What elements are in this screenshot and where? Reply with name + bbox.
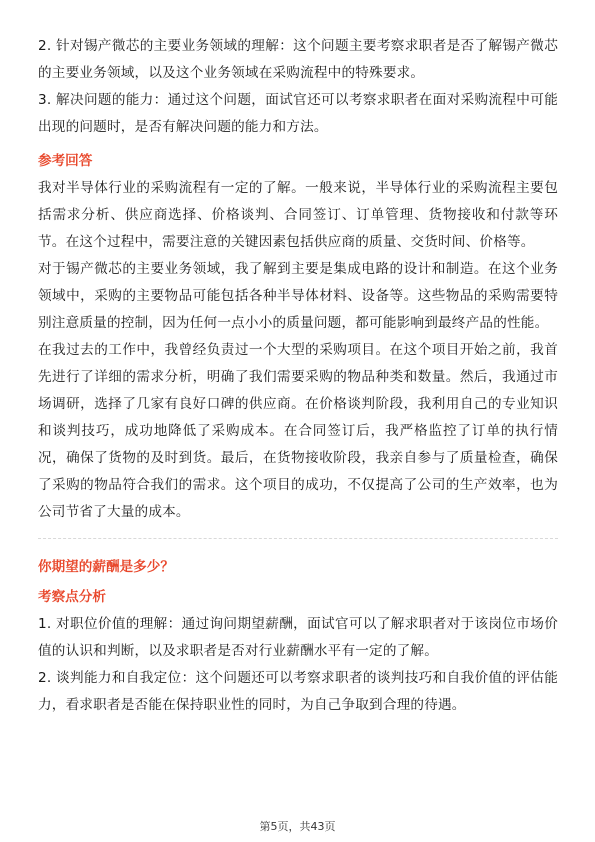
- analysis-point-1: 1. 对职位价值的理解：通过询问期望薪酬，面试官可以了解求职者对于该岗位市场价值的认识和判断，以及求职者是否对行业薪酬水平有一定的了解。: [38, 616, 558, 659]
- analysis-point-2: 2. 谈判能力和自我定位：这个问题还可以考察求职者的谈判技巧和自我价值的评估能力，看求职者是否能在保持职业性的同时，为自己争取到合理的待遇。: [38, 670, 558, 713]
- answer-heading: 参考回答: [38, 153, 93, 169]
- section-gap: [38, 526, 558, 538]
- point-2: 2. 针对锡产微芯的主要业务领域的理解：这个问题主要考察求职者是否了解锡产微芯的主要业务领域，以及这个业务领域在采购流程中的特殊要求。: [38, 38, 558, 81]
- answer-paragraph-1: 我对半导体行业的采购流程有一定的了解。一般来说，半导体行业的采购流程主要包括需求分析、供应商选择、价格谈判、合同签订、订单管理、货物接收和付款等环节。在这个过程中，需要注意的关键因素包括供应商的质量、交货时间、价格等。: [38, 180, 558, 250]
- page-footer: 第5页，共43页: [259, 820, 336, 833]
- section-divider: [38, 538, 558, 539]
- answer-paragraph-3: 在我过去的工作中，我曾经负责过一个大型的采购项目。在这个项目开始之前，我首先进行了详细的需求分析，明确了我们需要采购的物品种类和数量。然后，我通过市场调研，选择了几家有良好口碑的供应商。在价格谈判阶段，我利用自己的专业知识和谈判技巧，成功地降低了采购成本。在合同签订后，我严格监控了订单的执行情况，确保了货物的及时到货。最后，在货物接收阶段，我亲自参与了质量检查，确保了采购的物品符合我们的需求。这个项目的成功，不仅提高了公司的生产效率，也为公司节省了大量的成本。: [38, 342, 558, 520]
- analysis-heading: 考察点分析: [38, 589, 106, 605]
- question-heading: 你期望的薪酬是多少？: [38, 559, 174, 575]
- point-3: 3. 解决问题的能力：通过这个问题，面试官还可以考察求职者在面对采购流程中可能出现的问题时，是否有解决问题的能力和方法。: [38, 92, 558, 135]
- page-content: [38, 33, 558, 719]
- answer-paragraph-2: 对于锡产微芯的主要业务领域，我了解到主要是集成电路的设计和制造。在这个业务领域中，采购的主要物品可能包括各种半导体材料、设备等。这些物品的采购需要特别注意质量的控制，因为任何一点小小的质量问题，都可能影响到最终产品的性能。: [38, 261, 558, 331]
